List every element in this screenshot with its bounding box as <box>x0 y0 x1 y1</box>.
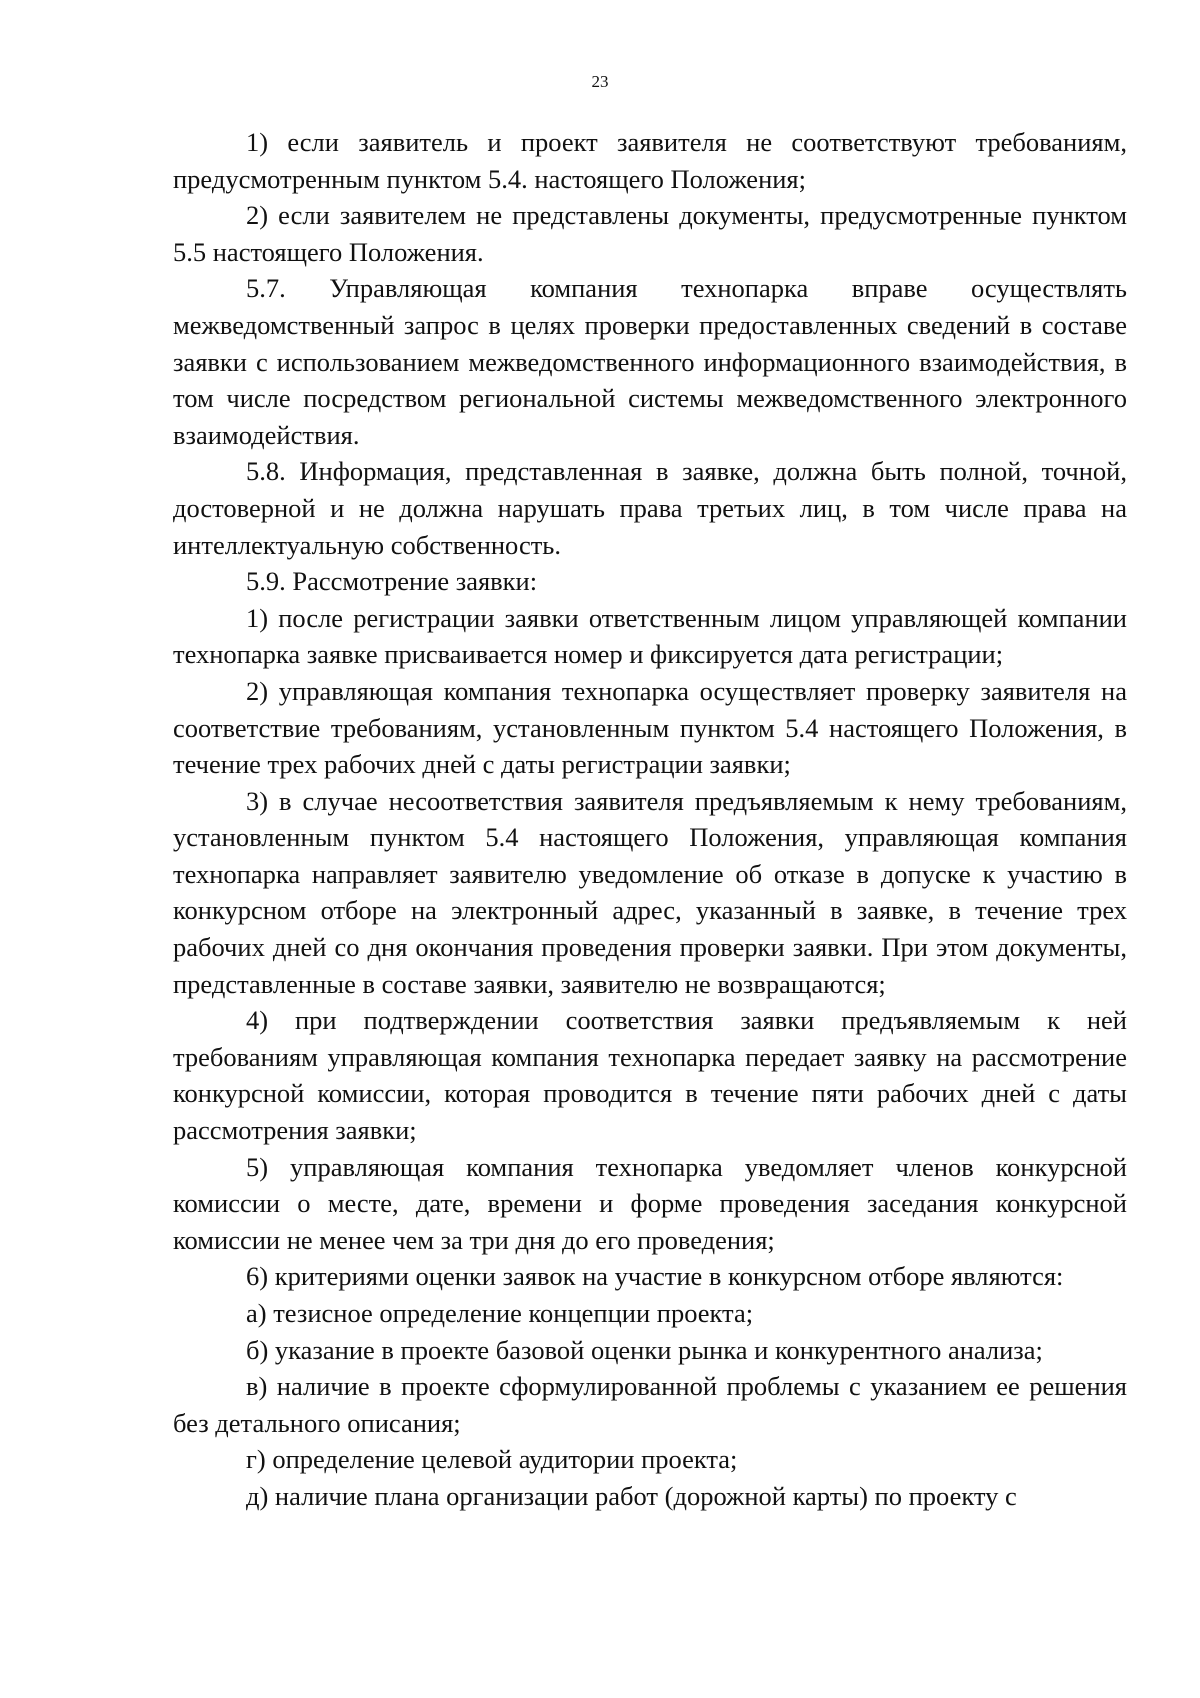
paragraph-review-step-4: 4) при подтверждении соответствия заявки предъявляемым к ней требованиям управляющая компания технопарка передает заявку на рассмотрение конкурсной комиссии, которая проводится в течение пяти рабочих дней с даты рассмотрения заявки; <box>173 1005 1127 1146</box>
criterion-d: д) наличие плана организации работ (дорожной карты) по проекту с <box>246 1480 1017 1511</box>
paragraph-review-step-6: 6) критериями оценки заявок на участие в конкурсном отборе являются: <box>246 1261 1064 1292</box>
criterion-v: в) наличие в проекте сформулированной проблемы с указанием ее решения без детального описания; <box>173 1371 1127 1438</box>
paragraph-review-step-3: 3) в случае несоответствия заявителя предъявляемым к нему требованиям, установленным пунктом 5.4 настоящего Положения, управляющая компания технопарка направляет заявителю уведомление об отказе в допуске к участию в конкурсном отборе на электронный адрес, указанный в заявке, в течение трех рабочих дней со дня окончания проведения проверки заявки. При этом документы, представленные в составе заявки, заявителю не возвращаются; <box>173 785 1127 999</box>
paragraph-item-2-missing-documents: 2) если заявителем не представлены документы, предусмотренные пунктом 5.5 настоящего Положения. <box>173 200 1127 267</box>
page-number: 23 <box>591 72 609 91</box>
paragraph-5-7: 5.7. Управляющая компания технопарка вправе осуществлять межведомственный запрос в целях проверки предоставленных сведений в составе заявки с использованием межведомственного информационного взаимодействия, в том числе посредством региональной системы межведомственного электронного взаимодействия. <box>173 273 1127 450</box>
paragraph-item-1-noncompliance: 1) если заявитель и проект заявителя не соответствуют требованиям, предусмотренным пунктом 5.4. настоящего Положения; <box>173 127 1127 194</box>
criterion-a: а) тезисное определение концепции проекта; <box>246 1298 754 1328</box>
paragraph-5-8: 5.8. Информация, представленная в заявке, должна быть полной, точной, достоверной и не должна нарушать права третьих лиц, в том числе права на интеллектуальную собственность. <box>173 456 1127 560</box>
criterion-g: г) определение целевой аудитории проекта; <box>246 1444 738 1475</box>
criterion-b: б) указание в проекте базовой оценки рынка и конкурентного анализа; <box>246 1334 1043 1365</box>
paragraph-review-step-5: 5) управляющая компания технопарка уведомляет членов конкурсной комиссии о месте, дате, времени и форме проведения заседания конкурсной комиссии не менее чем за три дня до его проведения; <box>173 1151 1127 1255</box>
paragraph-review-step-1: 1) после регистрации заявки ответственным лицом управляющей компании технопарка заявке присваивается номер и фиксируется дата регистрации; <box>173 602 1127 670</box>
document-body <box>173 124 1127 1515</box>
paragraph-review-step-2: 2) управляющая компания технопарка осуществляет проверку заявителя на соответствие требованиям, установленным пунктом 5.4 настоящего Положения, в течение трех рабочих дней с даты регистрации заявки; <box>173 675 1127 780</box>
paragraph-5-9-heading: 5.9. Рассмотрение заявки: <box>246 566 538 597</box>
